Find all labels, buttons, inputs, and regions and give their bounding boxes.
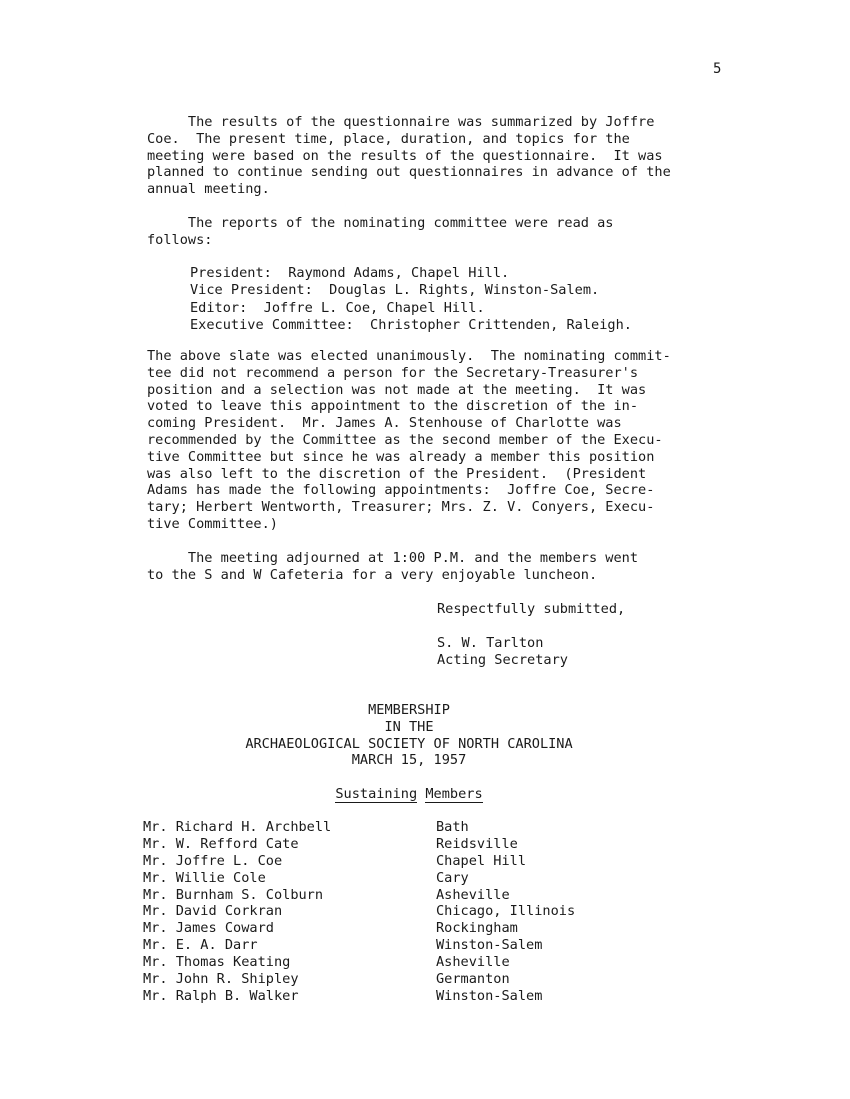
member-name: Mr. Burnham S. Colburn	[143, 886, 324, 903]
member-row	[143, 920, 603, 937]
member-city: Bath	[436, 819, 469, 835]
questionnaire-paragraph: The results of the questionnaire was summarized by Joffre Coe. The present time, place, duration, and topics for the meeting were based on the results of the questionnaire. It was planned to continue sending out questionnaires in advance of the annual meeting.	[147, 114, 671, 198]
member-city: Reidsville	[436, 835, 518, 852]
member-row	[143, 853, 603, 870]
member-row	[143, 954, 603, 971]
member-row	[143, 937, 603, 954]
member-name: Mr. Richard H. Archbell	[143, 819, 332, 835]
signatory-name: S. W. Tarlton	[437, 635, 544, 651]
heading-line-1: MEMBERSHIP	[368, 702, 450, 718]
closing-salutation: Respectfully submitted,	[437, 601, 626, 617]
nominating-intro-paragraph: The reports of the nominating committee were read as follows:	[147, 215, 614, 248]
sustaining-members-title	[139, 786, 679, 803]
member-city: Asheville	[436, 954, 510, 971]
member-name: Mr. E. A. Darr	[143, 937, 258, 954]
signatory-title: Acting Secretary	[437, 652, 568, 668]
member-row	[143, 819, 603, 836]
member-row	[143, 903, 603, 920]
member-city: Chapel Hill	[436, 852, 527, 869]
membership-heading	[139, 702, 679, 769]
page-number: 5	[713, 61, 722, 77]
member-name: Mr. W. Refford Cate	[143, 835, 299, 852]
member-city: Chicago, Illinois	[436, 903, 576, 920]
member-row	[143, 870, 603, 887]
member-city: Asheville	[436, 886, 510, 903]
member-name: Mr. James Coward	[143, 920, 274, 937]
member-city: Winston-Salem	[436, 937, 543, 954]
adjournment-paragraph: The meeting adjourned at 1:00 P.M. and the members went to the S and W Cafeteria for a very enjoyable luncheon.	[147, 550, 639, 583]
section-title-word-2: Members	[425, 786, 483, 802]
member-row	[143, 836, 603, 853]
member-city: Winston-Salem	[436, 987, 543, 1004]
members-list	[143, 819, 603, 1005]
section-title-word-1: Sustaining	[335, 786, 418, 802]
member-city: Cary	[436, 869, 469, 886]
election-paragraph: The above slate was elected unanimously. The nominating commit- tee did not recommend a person for the Secretary-Treasurer's position and a selection was not made at the meeting. It was voted to leave this appointment to the discretion of the in- coming President. Mr. James A. Stenhouse of Charlotte was recommended by the Committee as the second member of the Execu- tive Committee but since he was already a member this position was also left to the discretion of the President. (President Adams has made the following appointments: Joffre Coe, Secre- tary; Herbert Wentworth, Treasurer; Mrs. Z. V. Conyers, Execu- tive Committee.)	[147, 348, 671, 532]
member-row	[143, 971, 603, 988]
member-row	[143, 988, 603, 1005]
heading-line-4: MARCH 15, 1957	[351, 752, 467, 769]
slate-president: President: Raymond Adams, Chapel Hill.	[190, 265, 510, 281]
slate-editor: Editor: Joffre L. Coe, Chapel Hill.	[190, 299, 485, 316]
heading-line-3: ARCHAEOLOGICAL SOCIETY OF NORTH CAROLINA	[245, 735, 573, 752]
slate-executive-committee: Executive Committee: Christopher Crittenden, Raleigh.	[190, 316, 632, 333]
member-city: Germanton	[436, 971, 510, 988]
officer-slate	[190, 265, 632, 334]
heading-line-2: IN THE	[384, 718, 434, 735]
member-city: Rockingham	[436, 920, 518, 937]
member-name: Mr. Ralph B. Walker	[143, 987, 299, 1004]
member-row	[143, 887, 603, 904]
member-name: Mr. Willie Cole	[143, 869, 266, 886]
member-name: Mr. John R. Shipley	[143, 971, 299, 988]
member-name: Mr. Thomas Keating	[143, 954, 291, 971]
member-name: Mr. David Corkran	[143, 903, 283, 920]
member-name: Mr. Joffre L. Coe	[143, 852, 283, 869]
slate-vice-president: Vice President: Douglas L. Rights, Winston-Salem.	[190, 282, 600, 299]
